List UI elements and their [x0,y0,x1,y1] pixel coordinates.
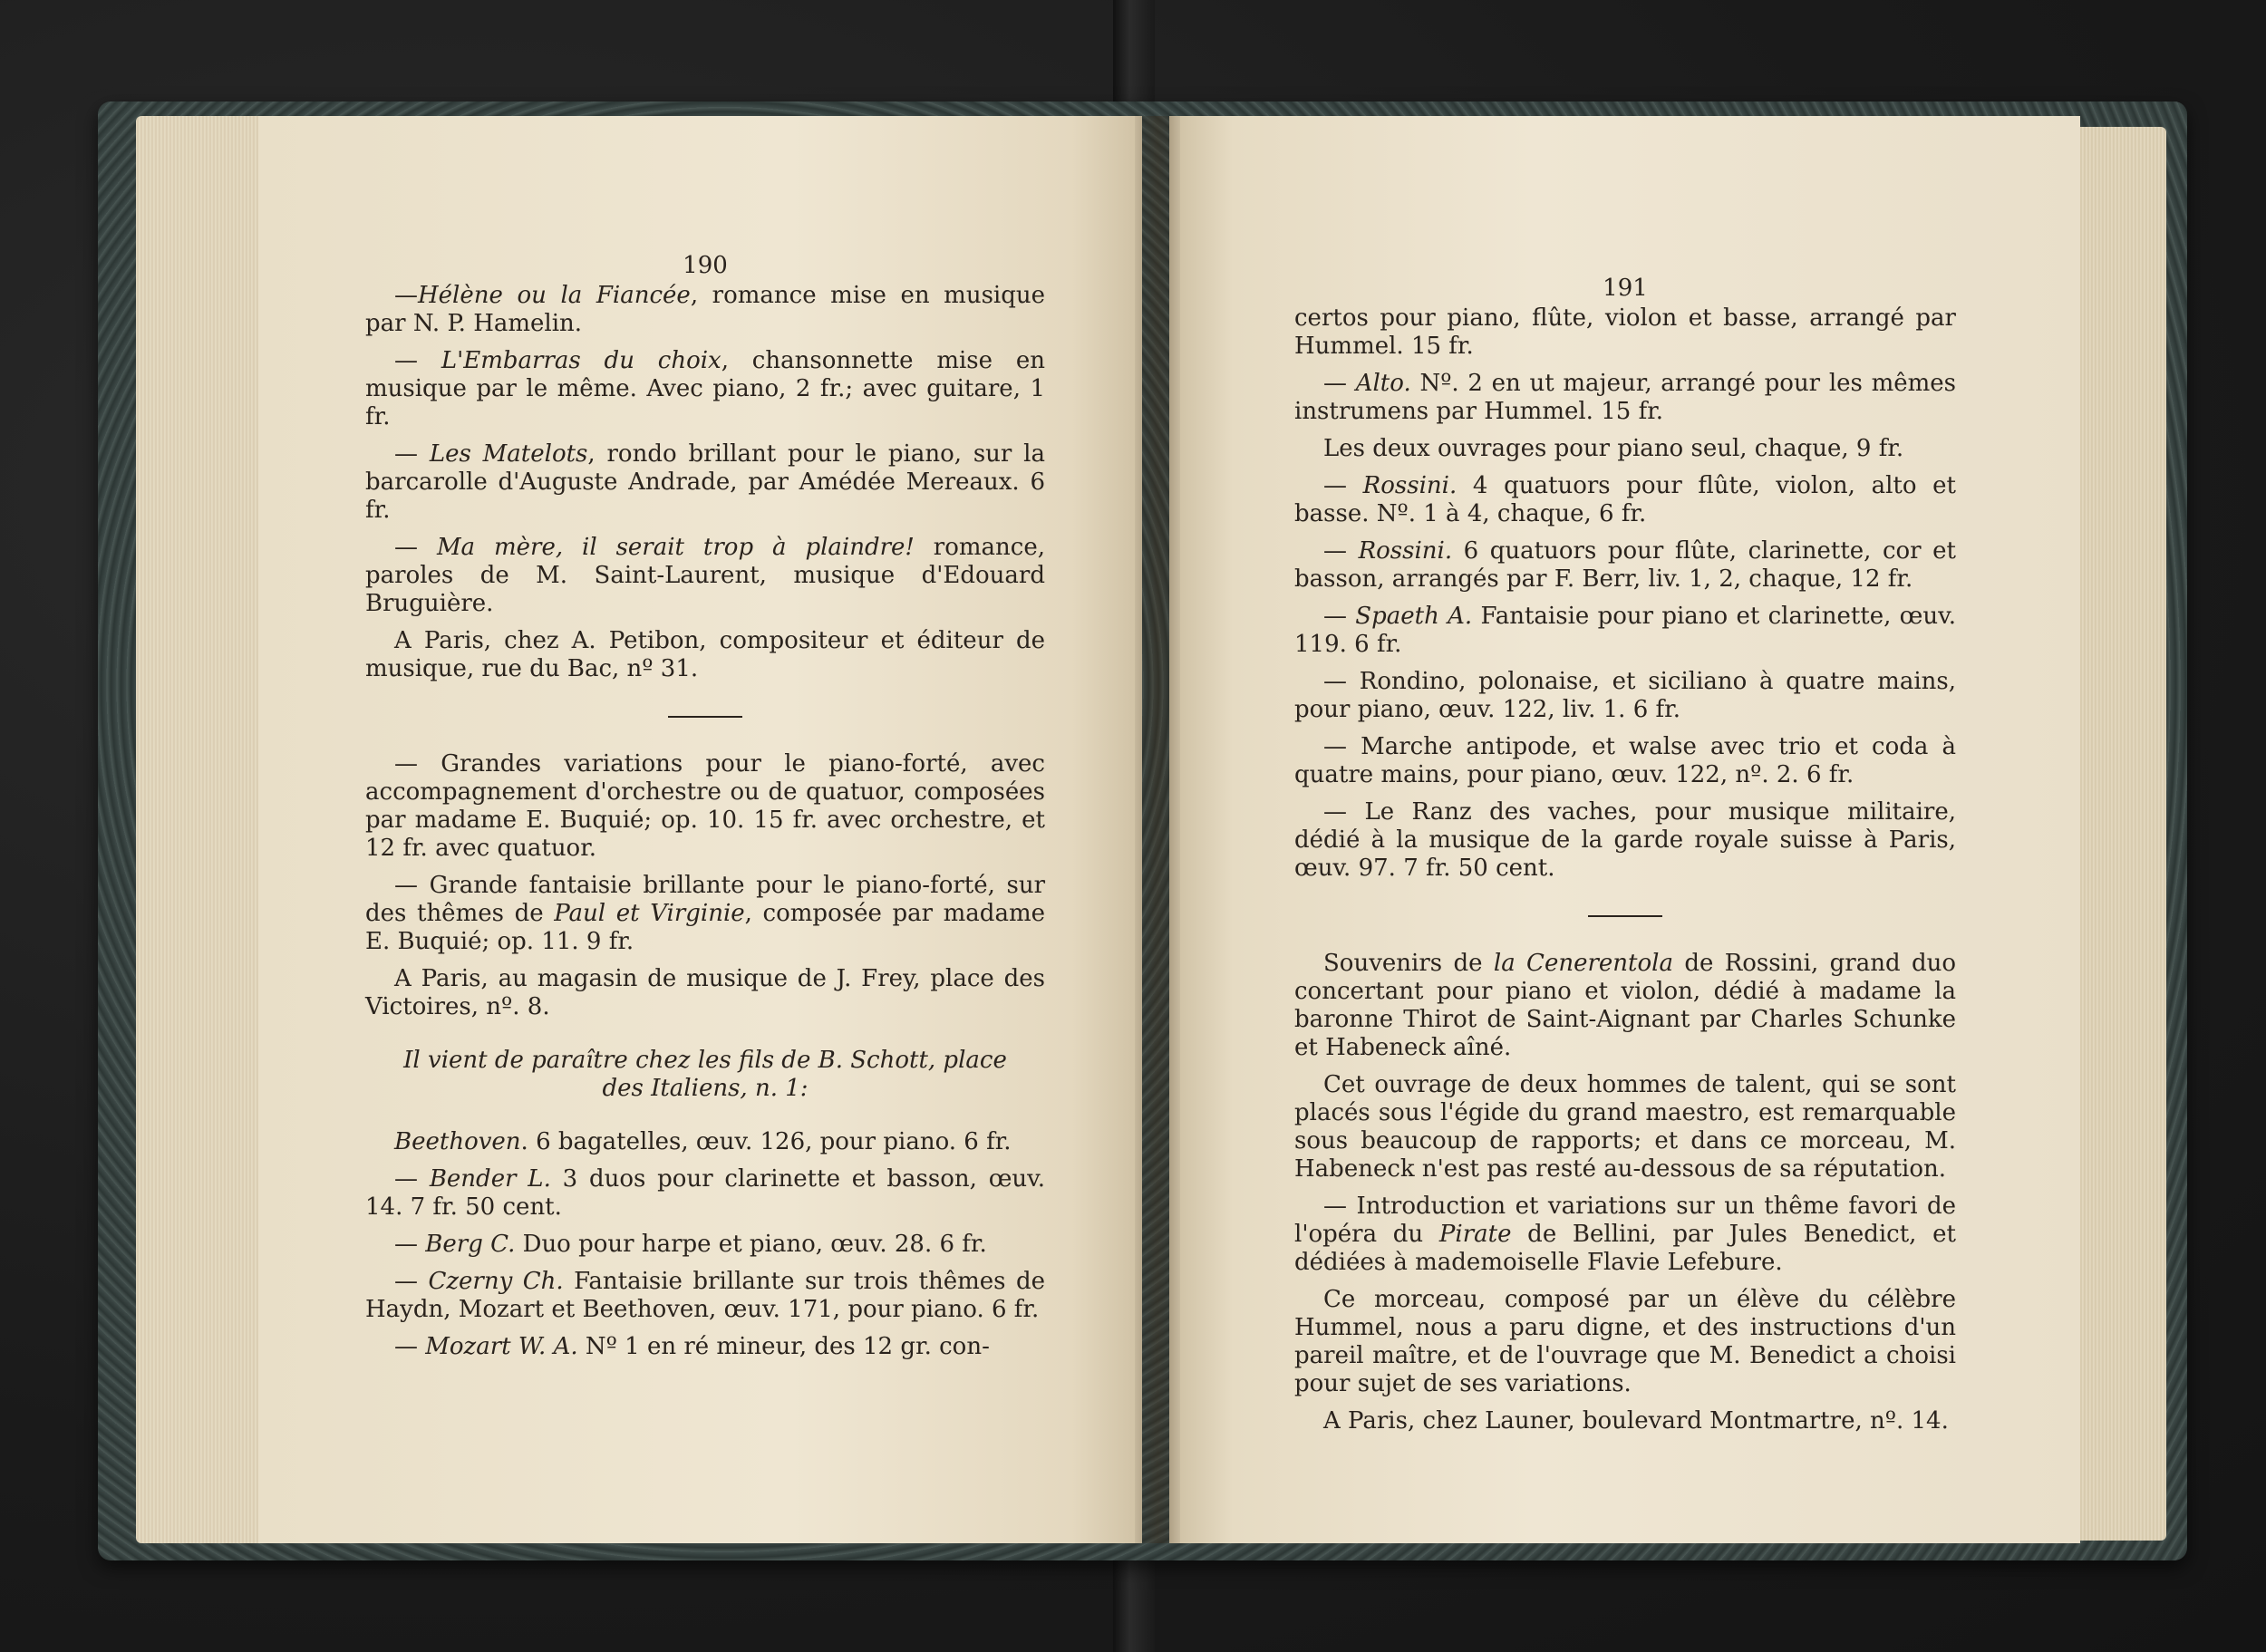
paragraph-body: , rondo brillant pour le piano, sur la barcarolle d'Auguste Andrade, par Amédée Mereaux. 6 fr. [365,440,1045,524]
text-paragraph [365,534,1045,618]
left-page-blocks [365,282,1045,1361]
paragraph-italic: Hélène ou la Fiancée [418,282,691,309]
text-paragraph [1294,733,1956,789]
text-paragraph [365,627,1045,683]
paragraph-body: — Rondino, polonaise, et siciliano à quatre mains, pour piano, œuv. 122, liv. 1. 6 fr. [1294,668,1956,723]
right-page-number: 191 [1603,275,1648,302]
paragraph-italic: Czerny Ch. [428,1268,564,1295]
paragraph-body: romance, paroles de M. Saint-Laurent, musique d'Edouard Bruguière. [365,534,1045,617]
left-page-text [365,252,1045,1370]
text-paragraph [1294,798,1956,883]
text-paragraph [1294,435,1956,463]
text-paragraph [1294,472,1956,528]
paragraph-italic: Spaeth A. [1355,603,1473,630]
paragraph-lead: Souvenirs de [1323,950,1494,977]
text-paragraph [1294,1071,1956,1183]
right-page-edges [2076,127,2166,1541]
text-paragraph [1294,603,1956,659]
left-page [258,116,1142,1543]
paragraph-body: Ce morceau, composé par un élève du célèbre Hummel, nous a paru digne, et des instructions d'un pareil maître, et de l'ouvrage que M. Benedict a choisi pour sujet de ses variations. [1294,1286,1956,1397]
paragraph-body: de Bellini, par Jules Benedict, et dédiées à mademoiselle Flavie Lefebure. [1294,1221,1956,1276]
text-paragraph [1294,370,1956,426]
text-paragraph [365,282,1045,338]
right-page [1169,116,2080,1543]
paragraph-body: certos pour piano, flûte, violon et basse, arrangé par Hummel. 15 fr. [1294,304,1956,360]
paragraph-lead: — [394,282,418,309]
right-page-text [1294,275,1956,1444]
paragraph-lead: — [394,1231,426,1258]
paragraph-italic: Ma mère, il serait trop à plaindre! [436,534,915,561]
paragraph-italic: Rossini. [1362,472,1457,499]
paragraph-lead: — [394,534,437,561]
paragraph-lead: — Introduction et variations sur un thême favori de l'opéra du [1294,1193,1956,1248]
paragraph-lead: — [394,1268,429,1295]
text-paragraph [1294,1286,1956,1398]
paragraph-body: Fantaisie brillante sur trois thêmes de Haydn, Mozart et Beethoven, œuv. 171, pour piano. 6 fr. [365,1268,1045,1323]
text-paragraph [1294,950,1956,1062]
paragraph-italic: L'Embarras du choix [441,347,721,374]
section-rule [668,716,742,718]
paragraph-italic: Mozart W. A. [425,1333,578,1360]
text-paragraph [1294,668,1956,724]
text-paragraph [1294,1193,1956,1277]
paragraph-body: Nº 1 en ré mineur, des 12 gr. con- [577,1333,990,1360]
paragraph-body: — Grandes variations pour le piano-forté, avec accompagnement d'orchestre ou de quatuor, composées par madame E. Buquié; op. 10. 15 fr. avec orchestre, et 12 fr. avec quatuor. [365,750,1045,862]
paragraph-italic: Bender L. [429,1165,551,1193]
paragraph-italic: Rossini. [1358,537,1453,565]
paragraph-body: . 6 bagatelles, œuv. 126, pour piano. 6 fr. [520,1128,1012,1155]
text-paragraph [1294,537,1956,594]
paragraph-body: A Paris, chez Launer, boulevard Montmartre, nº. 14. [1323,1407,1949,1435]
paragraph-body: A Paris, chez A. Petibon, compositeur et éditeur de musique, rue du Bac, nº 31. [365,627,1045,682]
text-paragraph [1294,304,1956,361]
book-gutter [1135,116,1180,1543]
paragraph-italic: Paul et Virginie [554,900,745,927]
text-paragraph [365,1128,1045,1156]
section-heading: Il vient de paraître chez les fils de B. Schott, place des Italiens, n. 1: [403,1047,1007,1102]
right-page-blocks [1294,304,1956,1435]
paragraph-body: Fantaisie pour piano et clarinette, œuv. 119. 6 fr. [1294,603,1957,658]
paragraph-lead: — [1323,472,1363,499]
paragraph-body: Duo pour harpe et piano, œuv. 28. 6 fr. [515,1231,987,1258]
paragraph-lead: — Grande fantaisie brillante pour le piano-forté, sur des thêmes de [365,872,1045,927]
paragraph-body: 4 quatuors pour flûte, violon, alto et basse. Nº. 1 à 4, chaque, 6 fr. [1294,472,1956,527]
paragraph-body: 6 quatuors pour flûte, clarinette, cor et basson, arrangés par F. Berr, liv. 1, 2, chaque, 12 fr. [1294,537,1957,593]
paragraph-lead: — [394,440,430,468]
paragraph-body: , composée par madame E. Buquié; op. 11. 9 fr. [365,900,1045,955]
paragraph-body: , chansonnette mise en musique par le même. Avec piano, 2 fr.; avec guitare, 1 fr. [365,347,1045,430]
left-page-edges [136,116,263,1543]
paragraph-body: — Le Ranz des vaches, pour musique militaire, dédié à la musique de la garde royale suisse à Paris, œuv. 97. 7 fr. 50 cent. [1294,798,1956,882]
paragraph-lead: — [1323,603,1356,630]
text-paragraph [365,1231,1045,1259]
text-paragraph [365,872,1045,956]
text-paragraph [365,440,1045,525]
paragraph-italic: Pirate [1438,1221,1512,1248]
paragraph-lead: — [394,347,441,374]
text-paragraph [365,1333,1045,1361]
paragraph-body: A Paris, au magasin de musique de J. Frey, place des Victoires, nº. 8. [365,965,1045,1020]
paragraph-body: Les deux ouvrages pour piano seul, chaque, 9 fr. [1323,435,1904,462]
paragraph-body: Cet ouvrage de deux hommes de talent, qui se sont placés sous l'égide du grand maestro, est remarquable sous beaucoup de rapports; et dans ce morceau, M. Habeneck n'est pas resté au-dessous de sa réputation. [1294,1071,1956,1183]
paragraph-body: Nº. 2 en ut majeur, arrangé pour les mêmes instrumens par Hummel. 15 fr. [1294,370,1957,425]
text-paragraph [365,750,1045,863]
paragraph-body: , romance mise en musique par N. P. Hamelin. [365,282,1046,337]
paragraph-italic: Alto. [1355,370,1411,397]
paragraph-lead: — [394,1333,426,1360]
paragraph-lead: — [1323,370,1356,397]
paragraph-italic: Berg C. [425,1231,516,1258]
paragraph-body: — Marche antipode, et walse avec trio et coda à quatre mains, pour piano, œuv. 122, nº. 2. 6 fr. [1294,733,1956,788]
paragraph-body: 3 duos pour clarinette et basson, œuv. 14. 7 fr. 50 cent. [365,1165,1046,1221]
paragraph-lead: — [394,1165,430,1193]
section-rule [1588,915,1662,917]
paragraph-italic: Les Matelots [429,440,588,468]
left-page-number: 190 [683,252,728,279]
paragraph-italic: la Cenerentola [1493,950,1673,977]
text-paragraph [365,965,1045,1021]
paragraph-italic: Beethoven [394,1128,521,1155]
paragraph-lead: — [1323,537,1359,565]
paragraph-body: de Rossini, grand duo concertant pour piano et violon, dédié à madame la baronne Thirot de Saint-Aignant par Charles Schunke et Habeneck aîné. [1294,950,1956,1061]
text-paragraph [1294,1407,1956,1435]
text-paragraph [365,1165,1045,1222]
text-paragraph [365,347,1045,431]
text-paragraph [365,1268,1045,1324]
